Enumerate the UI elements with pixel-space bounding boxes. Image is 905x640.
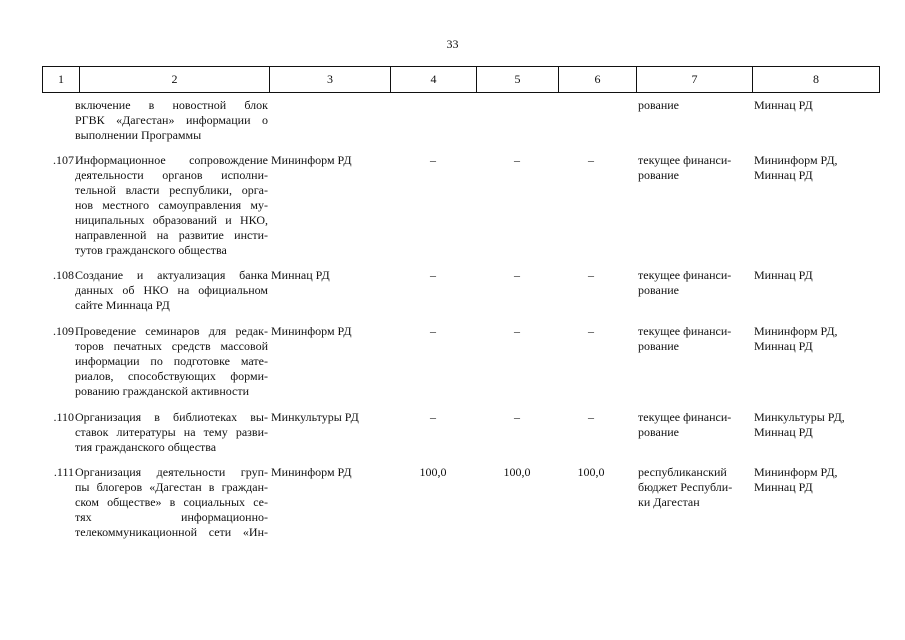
- activity-name-line: ставок литературы на тему разви-: [75, 425, 268, 439]
- header-col-3: 3: [269, 67, 390, 92]
- activity-name-line: Проведение семинаров для редак-: [75, 324, 268, 338]
- row-number-text: 110.: [53, 410, 74, 424]
- value-col-4: 100,0: [419, 465, 447, 479]
- activity-name-line: торов печатных средств массовой: [75, 339, 268, 353]
- funding-source-line: республиканский: [638, 465, 727, 479]
- activity-name-line: ниципальных образований и НКО,: [75, 213, 268, 227]
- activity-name-line: риалов, способствующих форми-: [75, 369, 268, 383]
- responsible-line: Миннац РД: [754, 98, 813, 112]
- activity-name-line: Информационное сопровождение: [75, 153, 268, 167]
- responsible-line: Миннац РД: [754, 268, 813, 282]
- activity-name-line: пы блогеров «Дагестан в граждан-: [75, 480, 268, 494]
- activity-name-line: Организация в библиотеках вы-: [75, 410, 268, 424]
- executor: Мининформ РД: [271, 153, 352, 167]
- funding-source-line: текущее финанси-: [638, 268, 732, 282]
- value-col-5: –: [514, 153, 520, 167]
- responsible: [754, 153, 880, 183]
- funding-source-line: текущее финанси-: [638, 410, 732, 424]
- responsible: [754, 324, 880, 354]
- value-col-4: –: [430, 410, 436, 424]
- activity-name-line: сайте Миннаца РД: [75, 298, 170, 312]
- funding-source-line: текущее финанси-: [638, 324, 732, 338]
- activity-name-line: данных об НКО на официальном: [75, 283, 268, 297]
- value-col-6: 100,0: [577, 465, 605, 479]
- responsible-line: Миннац РД: [754, 339, 813, 353]
- funding-source-line: бюджет Республи-: [638, 480, 733, 494]
- header-col-7: 7: [636, 67, 752, 92]
- funding-source: [638, 324, 750, 354]
- header-col-5: 5: [476, 67, 558, 92]
- row-number-text: 111.: [53, 465, 74, 479]
- responsible-line: Мининформ РД,: [754, 153, 838, 167]
- funding-source: [638, 410, 750, 440]
- table-header: [42, 66, 880, 93]
- activity-name-line: направленной на развитие инсти-: [75, 228, 268, 242]
- value-col-4: –: [430, 153, 436, 167]
- activity-name: [75, 465, 268, 540]
- activity-name-line: нов местного самоуправления му-: [75, 198, 268, 212]
- page-number: 33: [446, 37, 459, 51]
- funding-source-line: рование: [638, 98, 680, 112]
- activity-name-line: тутов гражданского общества: [75, 243, 227, 257]
- activity-name: [75, 268, 268, 313]
- row-number-text: 108.: [53, 268, 74, 282]
- row-number-text: 109.: [53, 324, 74, 338]
- funding-source-line: рование: [638, 339, 680, 353]
- activity-name-line: тельной власти республики, орга-: [75, 183, 268, 197]
- activity-name: [75, 98, 268, 143]
- funding-source: [638, 268, 750, 298]
- responsible-line: Минкультуры РД,: [754, 410, 845, 424]
- activity-name-line: Организация деятельности груп-: [75, 465, 268, 479]
- funding-source-line: ки Дагестан: [638, 495, 700, 509]
- funding-source: [638, 465, 750, 510]
- value-col-6: –: [588, 153, 594, 167]
- value-col-5: –: [514, 410, 520, 424]
- header-col-1: 1: [42, 67, 79, 92]
- executor: Минкультуры РД: [271, 410, 359, 424]
- header-col-4: 4: [390, 67, 476, 92]
- value-col-5: 100,0: [503, 465, 531, 479]
- value-col-6: –: [588, 268, 594, 282]
- activity-name-line: деятельности органов исполни-: [75, 168, 268, 182]
- activity-name-line: телекоммуникационной сети «Ин-: [75, 525, 268, 539]
- responsible: [754, 465, 880, 495]
- responsible-line: Мининформ РД,: [754, 324, 838, 338]
- responsible-line: Миннац РД: [754, 480, 813, 494]
- responsible: [754, 410, 880, 440]
- funding-source: [638, 153, 750, 183]
- responsible-line: Мининформ РД,: [754, 465, 838, 479]
- value-col-5: –: [514, 324, 520, 338]
- value-col-4: –: [430, 324, 436, 338]
- value-col-5: –: [514, 268, 520, 282]
- executor: Мининформ РД: [271, 465, 352, 479]
- responsible-line: Миннац РД: [754, 168, 813, 182]
- funding-source: [638, 98, 750, 113]
- funding-source-line: рование: [638, 168, 680, 182]
- activity-name-line: рованию гражданской активности: [75, 384, 250, 398]
- responsible-line: Миннац РД: [754, 425, 813, 439]
- activity-name-line: РГВК «Дагестан» информации о: [75, 113, 268, 127]
- value-col-6: –: [588, 324, 594, 338]
- activity-name-line: выполнении Программы: [75, 128, 202, 142]
- activity-name-line: Создание и актуализация банка: [75, 268, 268, 282]
- activity-name-line: тия гражданского общества: [75, 440, 217, 454]
- value-col-6: –: [588, 410, 594, 424]
- row-number-text: 107.: [53, 153, 74, 167]
- funding-source-line: рование: [638, 425, 680, 439]
- funding-source-line: текущее финанси-: [638, 153, 732, 167]
- header-col-2: 2: [79, 67, 269, 92]
- executor: Мининформ РД: [271, 324, 352, 338]
- activity-name-line: включение в новостной блок: [75, 98, 268, 112]
- responsible: [754, 268, 880, 283]
- funding-source-line: рование: [638, 283, 680, 297]
- activity-name: [75, 324, 268, 399]
- responsible: [754, 98, 880, 113]
- value-col-4: –: [430, 268, 436, 282]
- activity-name: [75, 410, 268, 455]
- activity-name-line: ском обществе» в социальных се-: [75, 495, 268, 509]
- activity-name-line: тях информационно-: [75, 510, 268, 524]
- activity-name: [75, 153, 268, 258]
- header-col-6: 6: [558, 67, 636, 92]
- activity-name-line: информации по подготовке мате-: [75, 354, 268, 368]
- executor: Миннац РД: [271, 268, 330, 282]
- header-col-8: 8: [752, 67, 880, 92]
